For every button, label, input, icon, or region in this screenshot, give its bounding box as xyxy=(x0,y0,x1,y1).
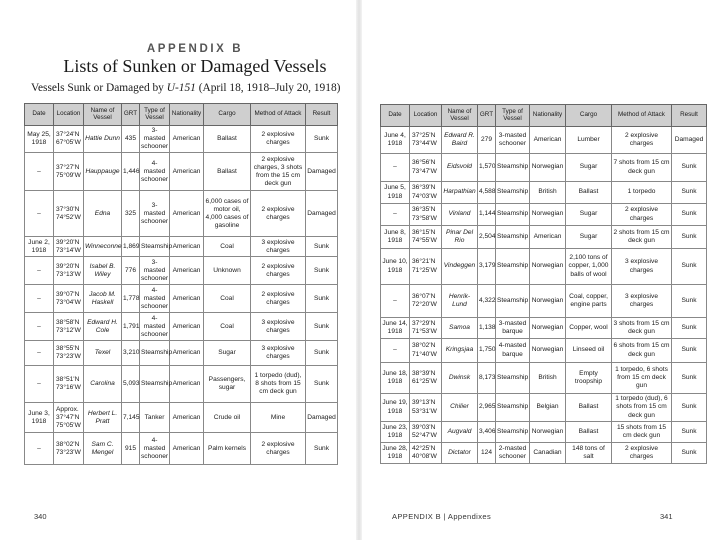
cell-result: Sunk xyxy=(306,341,338,366)
cell-method: 2 explosive charges xyxy=(612,443,672,464)
page-number-left: 340 xyxy=(34,512,47,521)
col-header-date: Date xyxy=(25,104,54,126)
table-row xyxy=(381,443,707,464)
cell-grt: 1,144 xyxy=(478,204,496,226)
cell-cargo: Sugar xyxy=(566,154,612,182)
table-row xyxy=(25,285,338,313)
cell-cargo: 148 tons of salt xyxy=(566,443,612,464)
table-row xyxy=(25,257,338,285)
caption-submarine: U-151 xyxy=(166,82,196,94)
table-row xyxy=(381,285,707,318)
right-table-body xyxy=(381,127,707,464)
cell-type: Steamship xyxy=(140,237,170,257)
cell-date: – xyxy=(25,257,54,285)
cell-vessel: Henrik-Lund xyxy=(442,285,478,318)
cell-result: Sunk xyxy=(672,249,707,285)
cell-date: June 28, 1918 xyxy=(381,443,410,464)
cell-date: June 5, 1918 xyxy=(381,182,410,204)
cell-method: 6 shots from 15 cm deck gun xyxy=(612,339,672,363)
table-row xyxy=(25,403,338,433)
cell-vessel: Texel xyxy=(84,341,122,366)
right-table xyxy=(380,104,707,464)
cell-location: 38°39'N 61°25'W xyxy=(410,363,442,394)
cell-result: Sunk xyxy=(672,226,707,249)
col-header-cargo: Cargo xyxy=(566,105,612,127)
cell-method: 2 explosive charges xyxy=(251,257,306,285)
caption-prefix: Vessels Sunk or Damaged by xyxy=(31,82,167,94)
cell-date: – xyxy=(381,154,410,182)
cell-type: 4-masted schooner xyxy=(140,433,170,465)
cell-vessel: Edward H. Cole xyxy=(84,313,122,341)
cell-type: Steamship xyxy=(496,394,530,422)
cell-result: Damaged xyxy=(672,127,707,154)
cell-result: Sunk xyxy=(672,339,707,363)
cell-result: Damaged xyxy=(306,153,338,191)
cell-vessel: Vinland xyxy=(442,204,478,226)
cell-location: 39°20'N 73°14'W xyxy=(54,237,84,257)
cell-cargo: Crude oil xyxy=(204,403,251,433)
cell-grt: 1,869 xyxy=(122,237,140,257)
table-row xyxy=(381,204,707,226)
cell-method: 3 explosive charges xyxy=(612,285,672,318)
cell-vessel: Jacob M. Haskell xyxy=(84,285,122,313)
table-row xyxy=(381,394,707,422)
cell-location: 37°30'N 74°52'W xyxy=(54,191,84,237)
cell-method: 15 shots from 15 cm deck gun xyxy=(612,422,672,443)
cell-grt: 1,138 xyxy=(478,318,496,339)
cell-vessel: Vindeggen xyxy=(442,249,478,285)
cell-type: 3-masted schooner xyxy=(140,191,170,237)
left-table xyxy=(24,103,338,465)
cell-nationality: American xyxy=(530,127,566,154)
cell-cargo: 2,100 tons of copper, 1,000 balls of wool xyxy=(566,249,612,285)
cell-method: 2 explosive charges, 3 shots from the 15 cm deck gun xyxy=(251,153,306,191)
right-page xyxy=(366,0,720,540)
cell-result: Sunk xyxy=(306,257,338,285)
page-title: Lists of Sunken or Damaged Vessels xyxy=(63,56,327,76)
cell-date: – xyxy=(25,313,54,341)
cell-location: 39°07'N 73°04'W xyxy=(54,285,84,313)
cell-result: Sunk xyxy=(672,363,707,394)
cell-cargo: Unknown xyxy=(204,257,251,285)
table-row xyxy=(25,153,338,191)
cell-vessel: Edna xyxy=(84,191,122,237)
cell-location: Approx. 37°47'N 75°05'W xyxy=(54,403,84,433)
table-row xyxy=(381,339,707,363)
header-row xyxy=(381,105,707,127)
cell-date: – xyxy=(25,191,54,237)
cell-nationality: Belgian xyxy=(530,394,566,422)
cell-grt: 4,588 xyxy=(478,182,496,204)
cell-vessel: Dwinsk xyxy=(442,363,478,394)
cell-type: Steamship xyxy=(140,341,170,366)
cell-location: 38°58'N 73°12'W xyxy=(54,313,84,341)
cell-grt: 124 xyxy=(478,443,496,464)
cell-type: 3-masted barque xyxy=(496,318,530,339)
cell-date: June 3, 1918 xyxy=(25,403,54,433)
cell-type: Steamship xyxy=(496,363,530,394)
cell-date: June 8, 1918 xyxy=(381,226,410,249)
left-page xyxy=(0,0,352,540)
cell-nationality: British xyxy=(530,182,566,204)
cell-location: 36°21'N 71°25'W xyxy=(410,249,442,285)
cell-cargo: Coal xyxy=(204,285,251,313)
table-row xyxy=(381,422,707,443)
cell-method: 3 explosive charges xyxy=(251,237,306,257)
cell-type: Steamship xyxy=(496,204,530,226)
cell-nationality: Norwegian xyxy=(530,318,566,339)
col-header-cargo: Cargo xyxy=(204,104,251,126)
cell-method: 1 torpedo, 6 shots from 15 cm deck gun xyxy=(612,363,672,394)
header-row xyxy=(25,104,338,126)
cell-method: 2 explosive charges xyxy=(612,204,672,226)
cell-method: 3 explosive charges xyxy=(251,341,306,366)
cell-method: 3 explosive charges xyxy=(251,313,306,341)
cell-cargo: Sugar xyxy=(204,341,251,366)
cell-cargo: Coal xyxy=(204,237,251,257)
cell-result: Sunk xyxy=(672,443,707,464)
col-header-method: Method of Attack xyxy=(251,104,306,126)
cell-method: 1 torpedo (dud), 8 shots from 15 cm deck gun xyxy=(251,366,306,403)
cell-vessel: Kringsjaa xyxy=(442,339,478,363)
cell-grt: 2,504 xyxy=(478,226,496,249)
cell-grt: 8,173 xyxy=(478,363,496,394)
cell-date: June 18, 1918 xyxy=(381,363,410,394)
cell-cargo: Empty troopship xyxy=(566,363,612,394)
cell-vessel: Carolina xyxy=(84,366,122,403)
table-row xyxy=(381,182,707,204)
cell-result: Sunk xyxy=(672,182,707,204)
cell-location: 37°29'N 71°53'W xyxy=(410,318,442,339)
page-number-right: 341 xyxy=(660,512,673,521)
cell-date: June 19, 1918 xyxy=(381,394,410,422)
cell-grt: 1,791 xyxy=(122,313,140,341)
table-row xyxy=(25,341,338,366)
cell-grt: 3,406 xyxy=(478,422,496,443)
cell-result: Sunk xyxy=(306,237,338,257)
cell-vessel: Hauppauge xyxy=(84,153,122,191)
cell-type: 4-masted schooner xyxy=(140,313,170,341)
cell-grt: 279 xyxy=(478,127,496,154)
cell-grt: 1,778 xyxy=(122,285,140,313)
cell-location: 38°02'N 71°40'W xyxy=(410,339,442,363)
cell-nationality: Norwegian xyxy=(530,154,566,182)
cell-location: 36°39'N 74°03'W xyxy=(410,182,442,204)
cell-date: – xyxy=(381,204,410,226)
cell-method: 7 shots from 15 cm deck gun xyxy=(612,154,672,182)
cell-type: Steamship xyxy=(496,285,530,318)
cell-nationality: American xyxy=(170,433,204,465)
cell-type: 4-masted schooner xyxy=(140,153,170,191)
cell-location: 36°35'N 73°58'W xyxy=(410,204,442,226)
cell-grt: 4,322 xyxy=(478,285,496,318)
cell-type: Steamship xyxy=(496,249,530,285)
cell-nationality: American xyxy=(170,341,204,366)
cell-location: 37°25'N 73°44'W xyxy=(410,127,442,154)
col-header-vessel: Name of Vessel xyxy=(84,104,122,126)
cell-vessel: Edward R. Baird xyxy=(442,127,478,154)
cell-vessel: Isabel B. Wiley xyxy=(84,257,122,285)
table-row xyxy=(25,191,338,237)
table-row xyxy=(25,313,338,341)
cell-nationality: American xyxy=(170,126,204,153)
cell-grt: 3,210 xyxy=(122,341,140,366)
table-row xyxy=(381,154,707,182)
cell-method: 1 torpedo xyxy=(612,182,672,204)
cell-date: – xyxy=(381,285,410,318)
cell-vessel: Harpathian xyxy=(442,182,478,204)
col-header-grt: GRT xyxy=(478,105,496,127)
cell-date: May 25, 1918 xyxy=(25,126,54,153)
cell-result: Sunk xyxy=(306,285,338,313)
cell-location: 38°51'N 73°16'W xyxy=(54,366,84,403)
cell-grt: 776 xyxy=(122,257,140,285)
cell-cargo: Ballast xyxy=(204,153,251,191)
cell-cargo: Passengers, sugar xyxy=(204,366,251,403)
cell-cargo: Linseed oil xyxy=(566,339,612,363)
cell-type: 3-masted schooner xyxy=(140,257,170,285)
cell-method: 2 explosive charges xyxy=(612,127,672,154)
cell-type: 4-masted schooner xyxy=(140,285,170,313)
cell-vessel: Dictator xyxy=(442,443,478,464)
col-header-type: Type of Vessel xyxy=(140,104,170,126)
cell-vessel: Pinar Del Rio xyxy=(442,226,478,249)
cell-date: – xyxy=(25,153,54,191)
col-header-type: Type of Vessel xyxy=(496,105,530,127)
cell-result: Sunk xyxy=(306,126,338,153)
cell-method: 2 explosive charges xyxy=(251,126,306,153)
cell-cargo: Sugar xyxy=(566,204,612,226)
table-caption xyxy=(31,82,340,94)
cell-vessel: Eidsvold xyxy=(442,154,478,182)
cell-grt: 7,145 xyxy=(122,403,140,433)
cell-result: Sunk xyxy=(672,285,707,318)
col-header-grt: GRT xyxy=(122,104,140,126)
col-header-location: Location xyxy=(410,105,442,127)
cell-date: June 10, 1918 xyxy=(381,249,410,285)
col-header-nationality: Nationality xyxy=(170,104,204,126)
table-row xyxy=(381,363,707,394)
cell-location: 38°02'N 73°23'W xyxy=(54,433,84,465)
cell-cargo: Ballast xyxy=(566,422,612,443)
cell-method: Mine xyxy=(251,403,306,433)
cell-type: 4-masted barque xyxy=(496,339,530,363)
cell-nationality: American xyxy=(170,153,204,191)
col-header-result: Result xyxy=(672,105,707,127)
cell-date: June 2, 1918 xyxy=(25,237,54,257)
cell-nationality: American xyxy=(170,403,204,433)
cell-grt: 1,570 xyxy=(478,154,496,182)
cell-grt: 5,093 xyxy=(122,366,140,403)
cell-method: 2 explosive charges xyxy=(251,191,306,237)
cell-location: 38°55'N 73°23'W xyxy=(54,341,84,366)
cell-result: Damaged xyxy=(306,191,338,237)
cell-date: – xyxy=(381,339,410,363)
cell-grt: 1,446 xyxy=(122,153,140,191)
cell-method: 1 torpedo (dud), 6 shots from 15 cm deck gun xyxy=(612,394,672,422)
cell-vessel: Herbert L. Pratt xyxy=(84,403,122,433)
book-spine xyxy=(356,0,362,540)
cell-cargo: Copper, wool xyxy=(566,318,612,339)
cell-location: 36°15'N 74°55'W xyxy=(410,226,442,249)
cell-grt: 2,965 xyxy=(478,394,496,422)
cell-type: Steamship xyxy=(496,226,530,249)
cell-nationality: American xyxy=(170,191,204,237)
col-header-vessel: Name of Vessel xyxy=(442,105,478,127)
cell-location: 37°24'N 67°05'W xyxy=(54,126,84,153)
table-row xyxy=(381,127,707,154)
cell-location: 39°03'N 52°47'W xyxy=(410,422,442,443)
cell-method: 2 shots from 15 cm deck gun xyxy=(612,226,672,249)
col-header-date: Date xyxy=(381,105,410,127)
cell-cargo: Ballast xyxy=(204,126,251,153)
cell-nationality: Canadian xyxy=(530,443,566,464)
cell-nationality: American xyxy=(530,226,566,249)
cell-location: 36°56'N 73°47'W xyxy=(410,154,442,182)
cell-nationality: Norwegian xyxy=(530,249,566,285)
cell-cargo: Ballast xyxy=(566,394,612,422)
table-row xyxy=(25,433,338,465)
cell-method: 2 explosive charges xyxy=(251,285,306,313)
cell-result: Sunk xyxy=(672,204,707,226)
table-row xyxy=(25,366,338,403)
cell-result: Sunk xyxy=(672,154,707,182)
cell-cargo: 6,000 cases of motor oil, 4,000 cases of gasoline xyxy=(204,191,251,237)
table-row xyxy=(25,126,338,153)
cell-nationality: American xyxy=(170,366,204,403)
table-row xyxy=(25,237,338,257)
cell-cargo: Ballast xyxy=(566,182,612,204)
cell-type: Steamship xyxy=(496,422,530,443)
cell-date: June 23, 1918 xyxy=(381,422,410,443)
col-header-method: Method of Attack xyxy=(612,105,672,127)
cell-grt: 1,750 xyxy=(478,339,496,363)
cell-nationality: American xyxy=(170,237,204,257)
cell-result: Sunk xyxy=(306,366,338,403)
cell-type: Steamship xyxy=(496,182,530,204)
cell-cargo: Palm kernels xyxy=(204,433,251,465)
cell-type: 3-masted schooner xyxy=(496,127,530,154)
cell-result: Sunk xyxy=(672,318,707,339)
cell-location: 39°20'N 73°13'W xyxy=(54,257,84,285)
cell-type: 3-masted schooner xyxy=(140,126,170,153)
caption-suffix: (April 18, 1918–July 20, 1918) xyxy=(195,82,341,94)
cell-vessel: Sam C. Mengel xyxy=(84,433,122,465)
cell-nationality: British xyxy=(530,363,566,394)
col-header-result: Result xyxy=(306,104,338,126)
cell-type: Steamship xyxy=(496,154,530,182)
cell-cargo: Coal xyxy=(204,313,251,341)
cell-result: Sunk xyxy=(306,313,338,341)
cell-location: 37°27'N 75°09'W xyxy=(54,153,84,191)
table-row xyxy=(381,249,707,285)
cell-result: Sunk xyxy=(672,394,707,422)
cell-type: Tanker xyxy=(140,403,170,433)
left-table-body xyxy=(25,126,338,465)
cell-nationality: American xyxy=(170,257,204,285)
table-row xyxy=(381,318,707,339)
cell-nationality: Norwegian xyxy=(530,204,566,226)
cell-grt: 915 xyxy=(122,433,140,465)
cell-method: 3 explosive charges xyxy=(612,249,672,285)
cell-vessel: Winneconne xyxy=(84,237,122,257)
col-header-location: Location xyxy=(54,104,84,126)
cell-date: June 14, 1918 xyxy=(381,318,410,339)
cell-result: Damaged xyxy=(306,403,338,433)
cell-vessel: Samoa xyxy=(442,318,478,339)
col-header-nationality: Nationality xyxy=(530,105,566,127)
cell-nationality: Norwegian xyxy=(530,422,566,443)
cell-nationality: American xyxy=(170,285,204,313)
cell-vessel: Chilier xyxy=(442,394,478,422)
cell-vessel: Hattie Dunn xyxy=(84,126,122,153)
cell-nationality: American xyxy=(170,313,204,341)
cell-grt: 3,179 xyxy=(478,249,496,285)
appendix-label: APPENDIX B xyxy=(146,43,244,55)
cell-result: Sunk xyxy=(672,422,707,443)
cell-cargo: Coal, copper, engine parts xyxy=(566,285,612,318)
cell-grt: 435 xyxy=(122,126,140,153)
cell-date: – xyxy=(25,433,54,465)
cell-nationality: Norwegian xyxy=(530,285,566,318)
running-head: APPENDIX B | Appendixes xyxy=(392,512,492,521)
cell-date: – xyxy=(25,285,54,313)
cell-result: Sunk xyxy=(306,433,338,465)
cell-grt: 325 xyxy=(122,191,140,237)
cell-location: 42°25'N 40°08'W xyxy=(410,443,442,464)
cell-date: – xyxy=(25,366,54,403)
cell-date: – xyxy=(25,341,54,366)
cell-type: 2-masted schooner xyxy=(496,443,530,464)
cell-vessel: Augvald xyxy=(442,422,478,443)
cell-cargo: Lumber xyxy=(566,127,612,154)
cell-method: 2 explosive charges xyxy=(251,433,306,465)
cell-method: 3 shots from 15 cm deck gun xyxy=(612,318,672,339)
cell-location: 39°13'N 53°31'W xyxy=(410,394,442,422)
cell-date: June 4, 1918 xyxy=(381,127,410,154)
cell-location: 36°07'N 72°20'W xyxy=(410,285,442,318)
table-row xyxy=(381,226,707,249)
cell-type: Steamship xyxy=(140,366,170,403)
cell-nationality: Norwegian xyxy=(530,339,566,363)
cell-cargo: Sugar xyxy=(566,226,612,249)
